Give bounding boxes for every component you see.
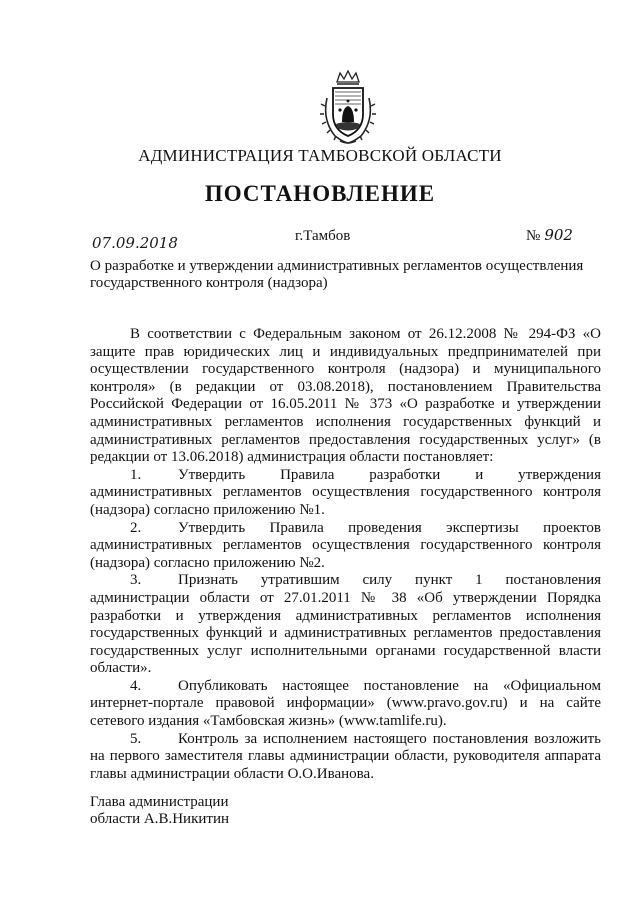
item-text: Утвердить Правила проведения экспертизы проектов административных регламентов осуществления государственного контроля (надзора) согласно приложению №2. [90,519,601,571]
item-number: 2. [130,519,142,536]
item-number: 5. [130,730,142,747]
signatory-name: области А.В.Никитин [90,811,230,827]
list-item [90,678,601,731]
list-item [90,467,601,520]
document-city: г.Тамбов [295,228,351,244]
item-number: 4. [130,677,142,694]
item-number: 3. [130,572,142,589]
document-date: 07.09.2018 [92,234,178,252]
item-text: Опубликовать настоящее постановление на «Официальном интернет-портале правовой информации» (www.pravo.gov.ru) и на сайте сетевого издания «Тамбовская жизнь» (www.tamlife.ru). [90,677,601,730]
list-item [90,520,601,573]
item-text: Утвердить Правила разработки и утверждения административных регламентов осуществления государственного контроля (надзора) согласно приложению №1. [90,466,601,518]
signatory-position: Глава администрации [90,794,229,810]
document-type: ПОСТАНОВЛЕНИЕ [204,181,436,206]
list-item [90,731,601,784]
document-body [90,326,601,783]
document-number [526,226,573,245]
item-text: Признать утратившим силу пункт 1 постановления администрации области от 27.01.2011 № 38 «Об утверждении Порядка разработки и утверждения административных регламентов исполнения государственных функций и административных регламентов предоставления государственных услуг исполнительными органами государственной власти области». [90,572,601,677]
number-sign: № [526,228,541,244]
document-title: О разработке и утверждении административных регламентов осуществления государственного контроля (надзора) [90,258,584,291]
preamble-paragraph: В соответствии с Федеральным законом от 26.12.2008 № 294-ФЗ «О защите прав юридических лиц и индивидуальных предпринимателей при осуществлении государственного контроля (надзора) и муниципального контроля» (в редакции от 03.08.2018), постановлением Правительства Российской Федерации от 16.05.2011 № 373 «О разработке и утверждении административных регламентов исполнения государственных функций и административных регламентов предоставления государственных услуг» (в редакции от 13.06.2018) администрация области постановляет: [90,326,601,466]
signature-block [90,794,229,828]
list-item [90,572,601,678]
organization-name: АДМИНИСТРАЦИЯ ТАМБОВСКОЙ ОБЛАСТИ [138,146,502,165]
item-number: 1. [130,466,142,483]
number-value: 902 [544,226,573,244]
tambov-coat-of-arms-icon [313,68,383,146]
item-text: Контроль за исполнением настоящего постановления возложить на первого заместителя главы администрации области, руководителя аппарата главы администрации области О.О.Иванова. [90,730,601,782]
